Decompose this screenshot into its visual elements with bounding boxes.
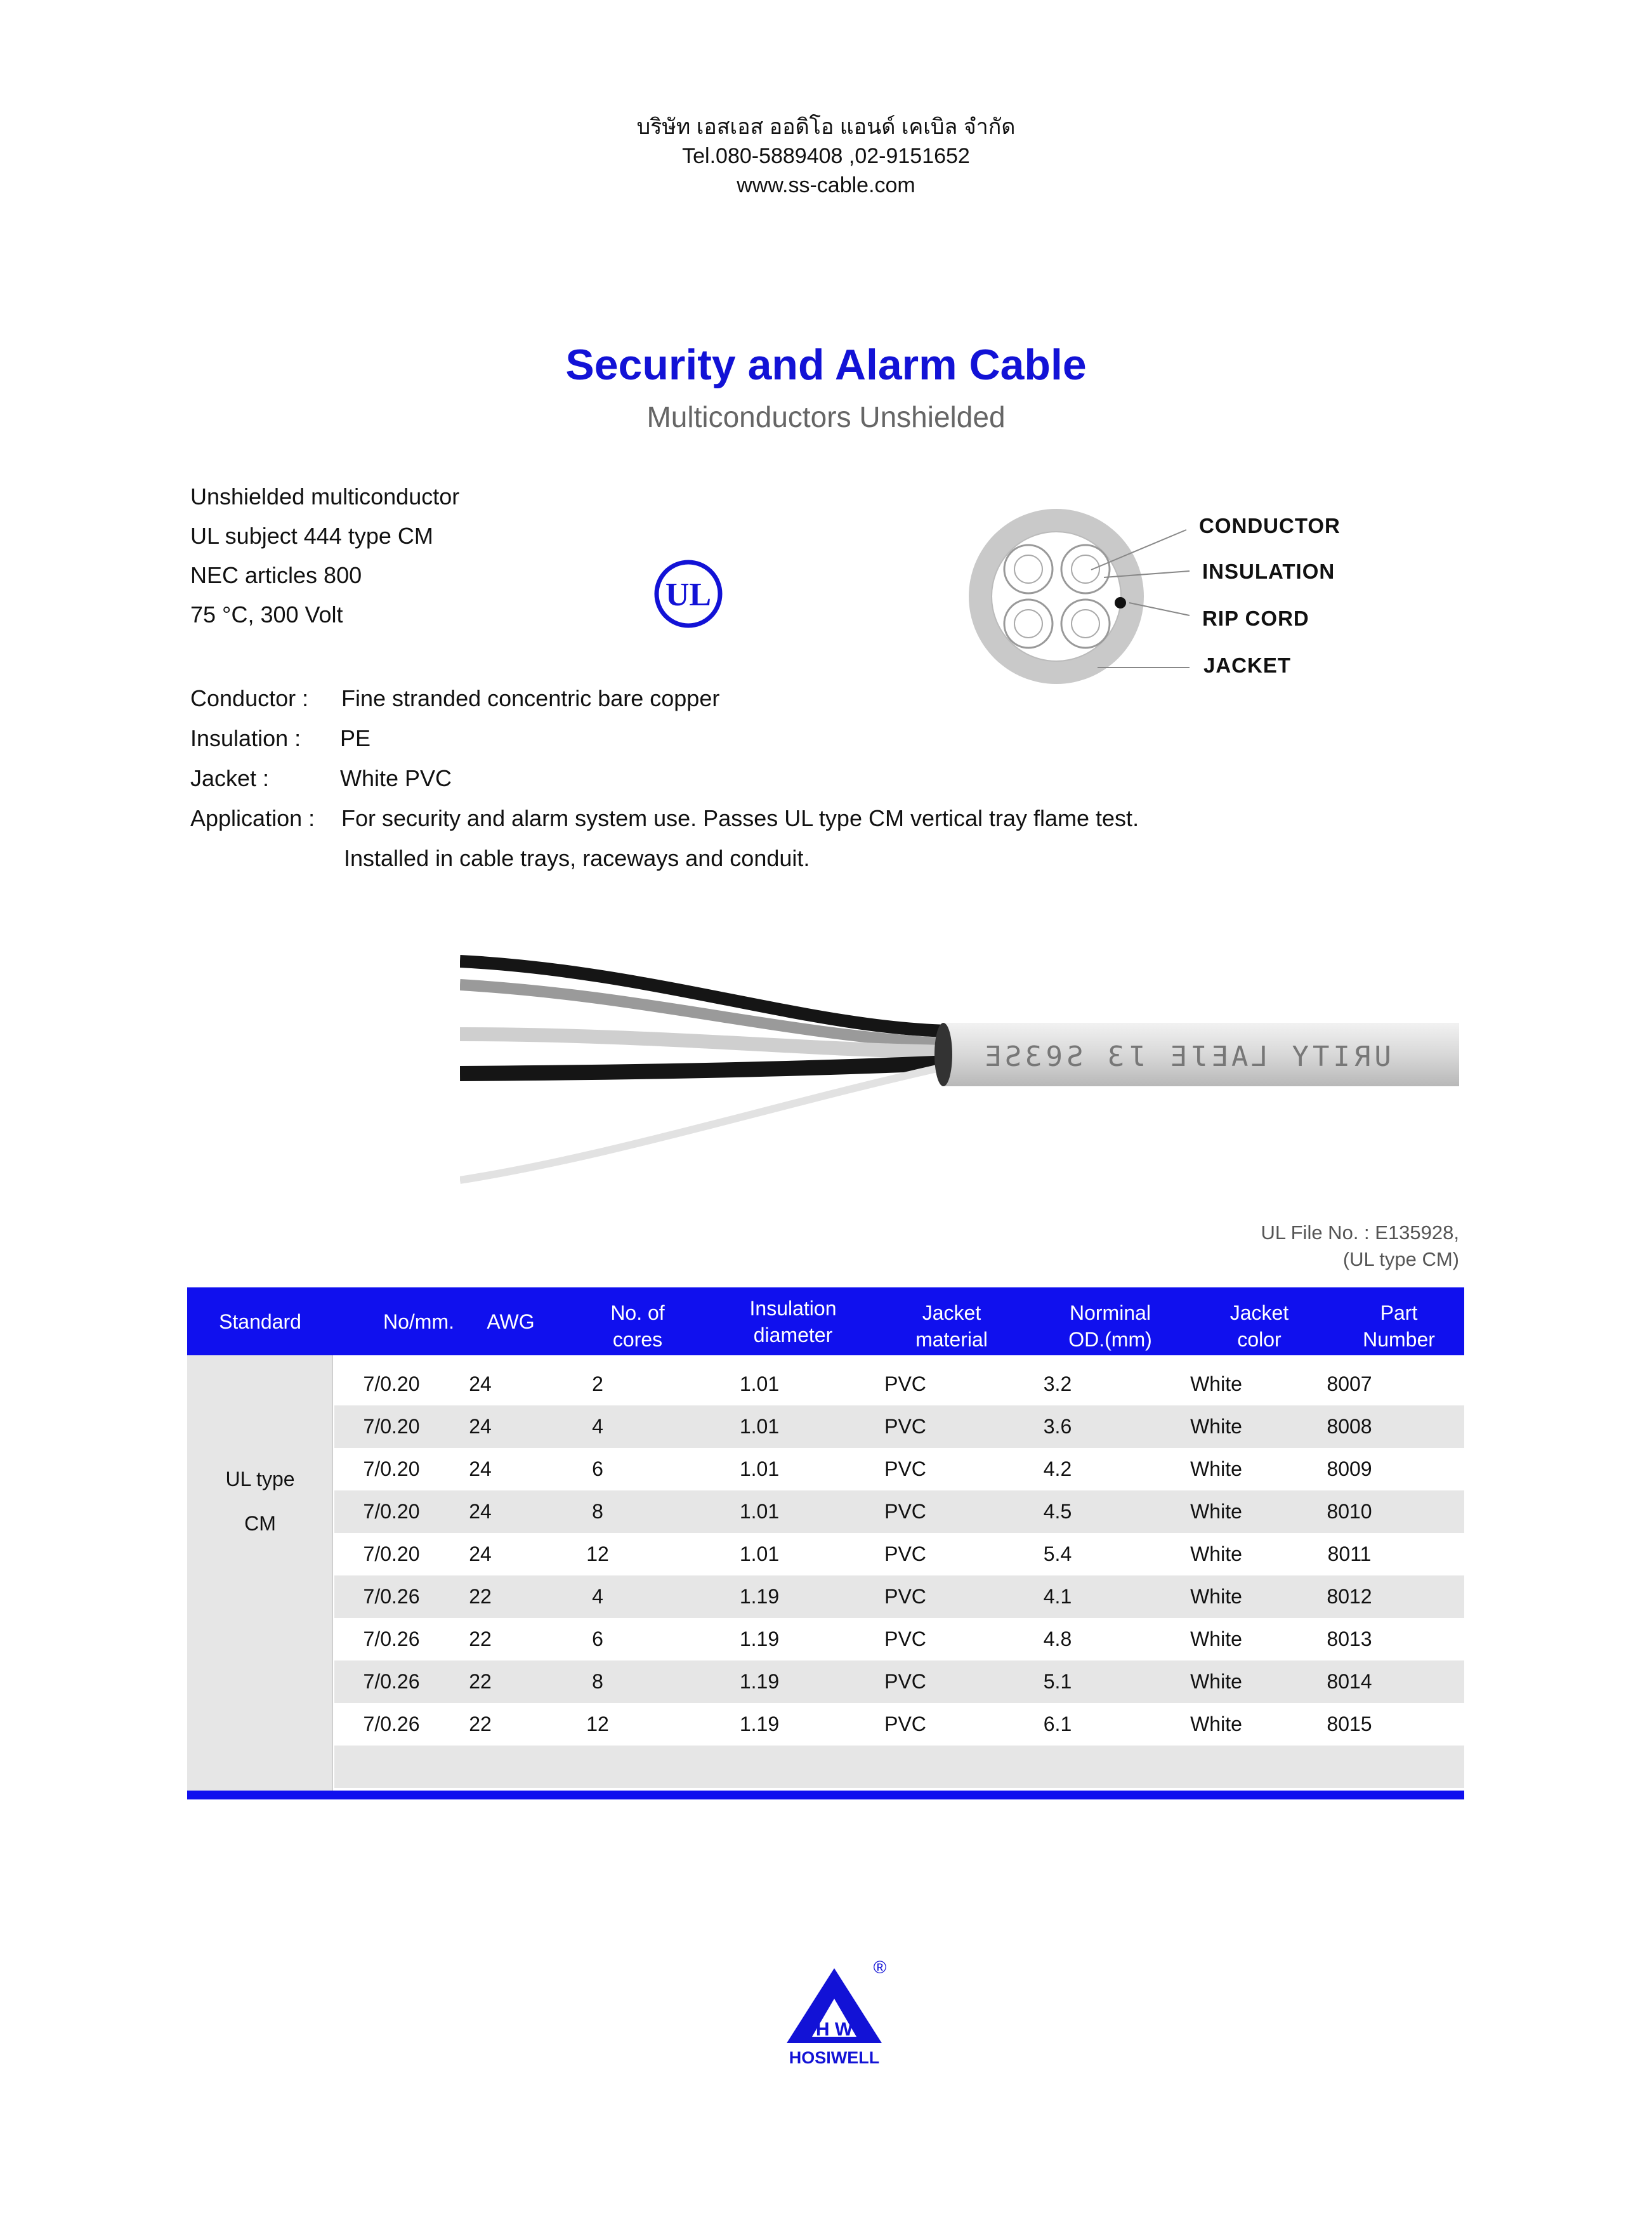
- cell-insulation-diameter: 1.01: [739, 1457, 780, 1480]
- spec-item: NEC articles 800: [190, 562, 362, 588]
- col-header-insulation: Insulation diameter: [749, 1296, 837, 1346]
- company-name: บริษัท เอสเอส ออดิโอ แอนด์ เคเบิล จำกัด: [636, 115, 1016, 139]
- cell-insulation-diameter: 1.01: [739, 1542, 780, 1565]
- ul-file-type: (UL type CM): [1342, 1248, 1459, 1270]
- cell-insulation-diameter: 1.19: [739, 1585, 780, 1608]
- cell-jacket-material: PVC: [884, 1585, 926, 1608]
- cell-jacket-color: White: [1190, 1542, 1242, 1565]
- cell-part-number: 8014: [1327, 1670, 1372, 1693]
- cell-awg: 22: [469, 1670, 492, 1693]
- application-value-line1: For security and alarm system use. Passes UL type CM vertical tray flame test.: [341, 805, 1139, 831]
- cell-insulation-diameter: 1.01: [739, 1415, 780, 1438]
- table-row: [334, 1533, 1464, 1575]
- table-bottom-bar: [187, 1791, 1464, 1799]
- col-header-jacket-color: Jacket color: [1229, 1301, 1289, 1351]
- cell-awg: 22: [469, 1627, 492, 1650]
- cell-insulation-diameter: 1.19: [739, 1670, 780, 1693]
- cell-cores: 6: [592, 1627, 603, 1650]
- label-jacket: JACKET: [1203, 654, 1292, 677]
- cell-part-number: 8012: [1327, 1585, 1372, 1608]
- cell-no-mm: 7/0.26: [363, 1627, 420, 1650]
- ul-logo: [652, 557, 725, 631]
- standard-line1: UL type: [225, 1468, 295, 1490]
- cell-awg: 22: [469, 1585, 492, 1608]
- standard-cell: [187, 1355, 333, 1792]
- hosiwell-logo: [780, 1954, 895, 2068]
- cell-jacket-color: White: [1190, 1415, 1242, 1438]
- table-row: [334, 1490, 1464, 1533]
- ul-file-number: UL File No. : E135928,: [1261, 1221, 1459, 1244]
- cell-od: 3.2: [1043, 1372, 1072, 1395]
- cell-jacket-material: PVC: [884, 1457, 926, 1480]
- cell-od: 4.1: [1043, 1585, 1072, 1608]
- cell-no-mm: 7/0.26: [363, 1713, 420, 1735]
- col-header-od: Norminal OD.(mm): [1068, 1301, 1152, 1351]
- cell-od: 4.5: [1043, 1500, 1072, 1523]
- col-header-no-mm: No/mm.: [383, 1310, 454, 1333]
- cell-jacket-material: PVC: [884, 1542, 926, 1565]
- jacket-value: White PVC: [340, 765, 452, 791]
- page-subtitle: Multiconductors Unshielded: [646, 400, 1006, 433]
- spec-item: Unshielded multiconductor: [190, 483, 460, 510]
- cell-no-mm: 7/0.26: [363, 1670, 420, 1693]
- cell-cores: 12: [586, 1542, 609, 1565]
- label-insulation: INSULATION: [1202, 560, 1335, 583]
- cell-cores: 6: [592, 1457, 603, 1480]
- cell-no-mm: 7/0.20: [363, 1372, 420, 1395]
- cell-jacket-color: White: [1190, 1627, 1242, 1650]
- cell-insulation-diameter: 1.01: [739, 1500, 780, 1523]
- col-header-jacket-material: Jacket material: [915, 1301, 988, 1351]
- cell-part-number: 8010: [1327, 1500, 1372, 1523]
- table-row: [334, 1363, 1464, 1405]
- table-row: [334, 1618, 1464, 1660]
- application-label: Application :: [190, 805, 315, 831]
- cell-od: 4.2: [1043, 1457, 1072, 1480]
- cell-insulation-diameter: 1.01: [739, 1372, 780, 1395]
- company-website[interactable]: www.ss-cable.com: [737, 173, 915, 197]
- label-rip-cord: RIP CORD: [1202, 607, 1309, 630]
- jacket-label: Jacket :: [190, 765, 270, 791]
- cell-jacket-material: PVC: [884, 1627, 926, 1650]
- cell-no-mm: 7/0.20: [363, 1415, 420, 1438]
- cell-jacket-material: PVC: [884, 1415, 926, 1438]
- table-row: [334, 1448, 1464, 1490]
- cell-jacket-material: PVC: [884, 1713, 926, 1735]
- spec-item: UL subject 444 type CM: [190, 523, 433, 549]
- cell-jacket-color: White: [1190, 1713, 1242, 1735]
- cell-awg: 24: [469, 1500, 492, 1523]
- cell-od: 4.8: [1043, 1627, 1072, 1650]
- cell-od: 5.4: [1043, 1542, 1072, 1565]
- application-value-line2: Installed in cable trays, raceways and conduit.: [344, 845, 810, 871]
- company-tel: Tel.080-5889408 ,02-9151652: [682, 144, 970, 168]
- conductor-label: Conductor :: [190, 685, 309, 711]
- cell-cores: 4: [592, 1415, 603, 1438]
- cell-od: 3.6: [1043, 1415, 1072, 1438]
- cell-jacket-color: White: [1190, 1670, 1242, 1693]
- cell-jacket-color: White: [1190, 1500, 1242, 1523]
- cell-cores: 8: [592, 1670, 603, 1693]
- cable-print-text: ƎƧƐ9Ƨ ƐƖ ƎƖƎA⅃ YTIЯU: [984, 1041, 1395, 1073]
- cell-part-number: 8009: [1327, 1457, 1372, 1480]
- spec-item: 75 °C, 300 Volt: [190, 602, 343, 628]
- cell-insulation-diameter: 1.19: [739, 1627, 780, 1650]
- cell-no-mm: 7/0.26: [363, 1585, 420, 1608]
- cell-awg: 24: [469, 1372, 492, 1395]
- hosiwell-name: HOSIWELL: [789, 2048, 880, 2067]
- hosiwell-initials: H W: [815, 2019, 853, 2040]
- cell-no-mm: 7/0.20: [363, 1542, 420, 1565]
- cell-part-number: 8007: [1327, 1372, 1372, 1395]
- cell-jacket-color: White: [1190, 1585, 1242, 1608]
- cell-awg: 24: [469, 1415, 492, 1438]
- cell-awg: 24: [469, 1542, 492, 1565]
- cell-part-number: 8013: [1327, 1627, 1372, 1650]
- cell-cores: 2: [592, 1372, 603, 1395]
- table-row: [334, 1703, 1464, 1746]
- col-header-standard: Standard: [219, 1310, 301, 1333]
- cable-photo: [460, 939, 1459, 1193]
- table-row: [334, 1660, 1464, 1703]
- cell-awg: 22: [469, 1713, 492, 1735]
- insulation-label: Insulation :: [190, 725, 301, 751]
- col-header-awg: AWG: [487, 1310, 535, 1333]
- cell-awg: 24: [469, 1457, 492, 1480]
- col-header-cores: No. of cores: [610, 1301, 665, 1351]
- cell-od: 6.1: [1043, 1713, 1072, 1735]
- conductor-value: Fine stranded concentric bare copper: [341, 685, 720, 711]
- cell-od: 5.1: [1043, 1670, 1072, 1693]
- cell-cores: 8: [592, 1500, 603, 1523]
- col-header-part-number: Part Number: [1363, 1301, 1435, 1351]
- cell-jacket-material: PVC: [884, 1500, 926, 1523]
- cell-jacket-color: White: [1190, 1457, 1242, 1480]
- cell-no-mm: 7/0.20: [363, 1500, 420, 1523]
- cell-insulation-diameter: 1.19: [739, 1713, 780, 1735]
- registered-mark: ®: [873, 1957, 887, 1977]
- cell-part-number: 8015: [1327, 1713, 1372, 1735]
- table-row-empty: [334, 1746, 1464, 1788]
- table-row: [334, 1405, 1464, 1448]
- page-title: Security and Alarm Cable: [565, 341, 1087, 389]
- cell-jacket-material: PVC: [884, 1670, 926, 1693]
- cell-no-mm: 7/0.20: [363, 1457, 420, 1480]
- insulation-value: PE: [340, 725, 371, 751]
- standard-line2: CM: [244, 1512, 276, 1535]
- label-conductor: CONDUCTOR: [1199, 514, 1341, 537]
- cell-part-number: 8008: [1327, 1415, 1372, 1438]
- table-header: [187, 1287, 1464, 1355]
- cell-jacket-material: PVC: [884, 1372, 926, 1395]
- cell-jacket-color: White: [1190, 1372, 1242, 1395]
- cell-cores: 4: [592, 1585, 603, 1608]
- ul-logo-text: UL: [665, 577, 712, 613]
- table-row: [334, 1575, 1464, 1618]
- spec-list: [190, 477, 459, 635]
- cell-part-number: 8011: [1327, 1542, 1372, 1565]
- cell-cores: 12: [586, 1713, 609, 1735]
